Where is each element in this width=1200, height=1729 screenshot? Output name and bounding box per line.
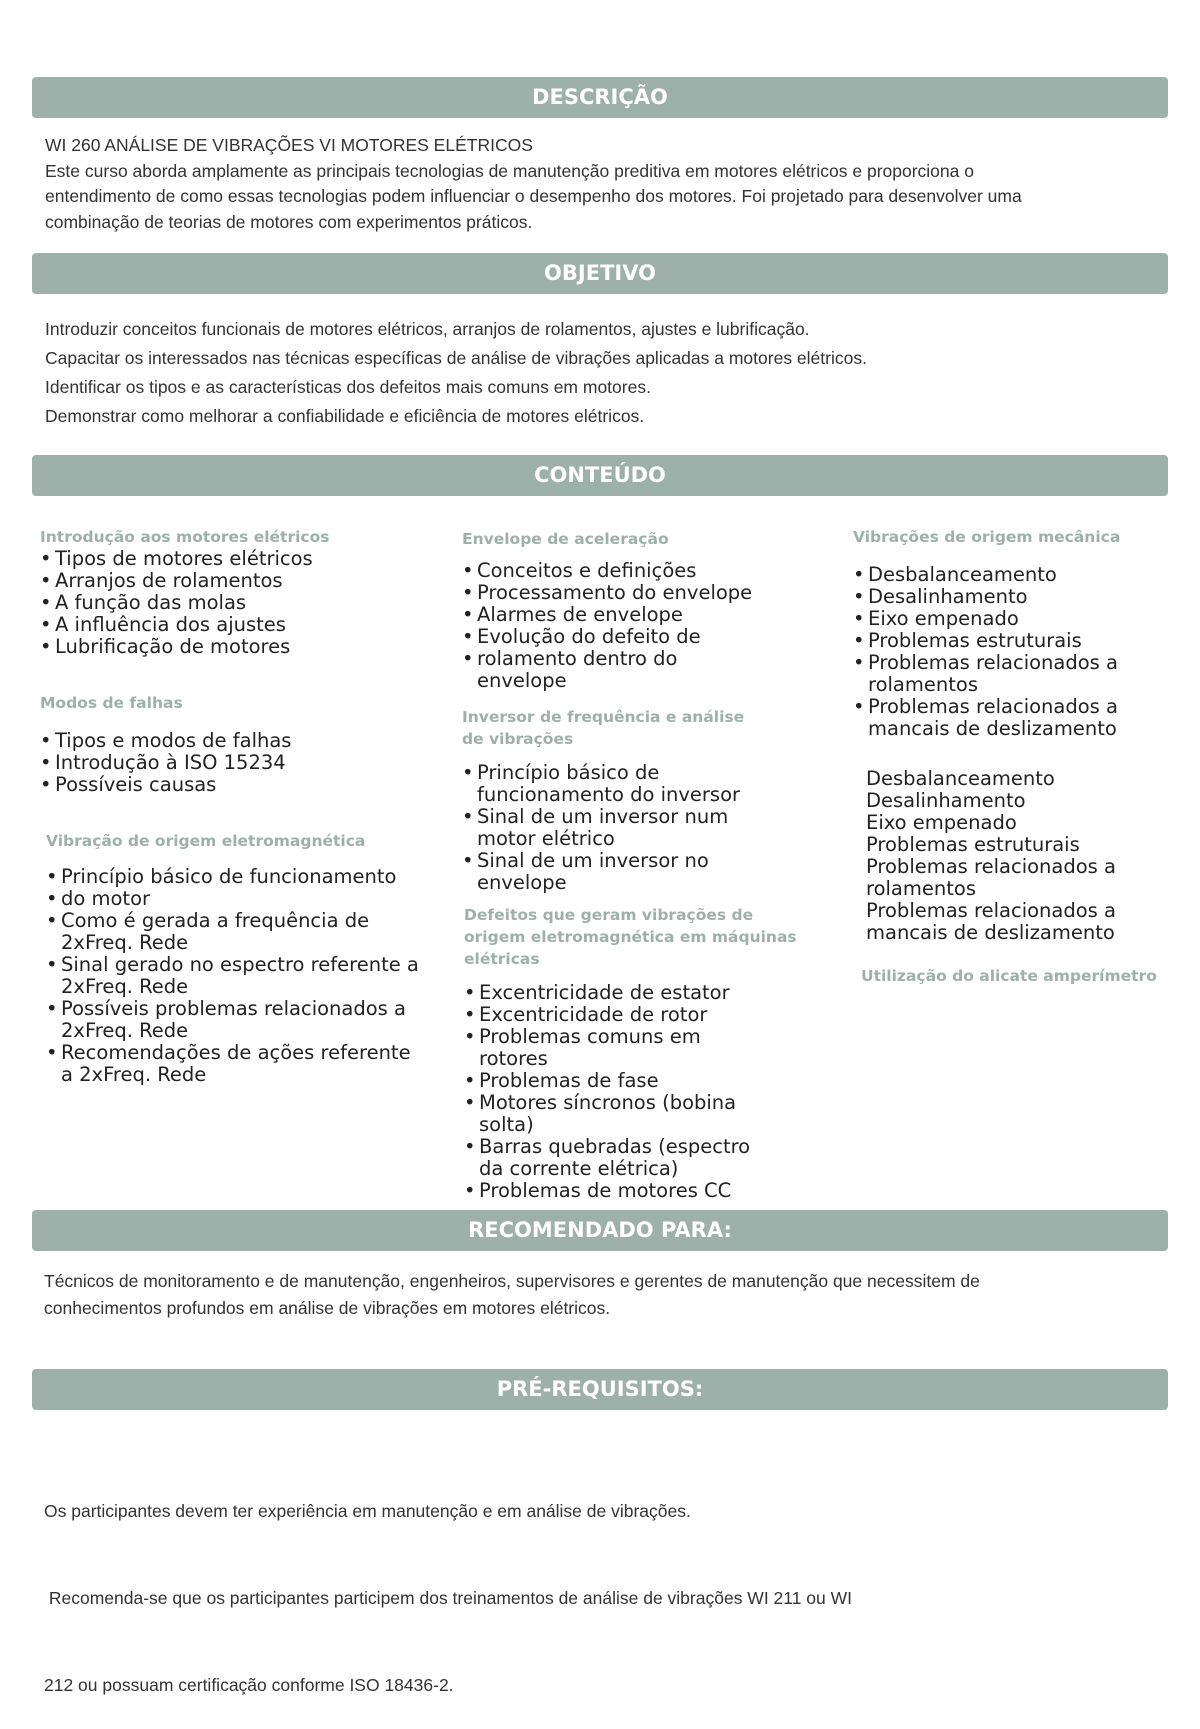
list-item: • Tipos e modos de falhas <box>40 730 420 752</box>
section-heading-prerequisitos: PRÉ-REQUISITOS: <box>32 1369 1168 1410</box>
bullet-list <box>462 762 752 894</box>
list-item: • Como é gerada a frequência de 2xFreq. Rede <box>46 910 421 954</box>
list-item: • do motor <box>46 888 421 910</box>
subsection-title: Modos de falhas <box>40 694 183 712</box>
prerequisitos-line: Os participantes devem ter experiência em manutenção e em análise de vibrações. <box>44 1501 691 1521</box>
list-item: • Possíveis problemas relacionados a 2xFreq. Rede <box>46 998 421 1042</box>
recomendado-line: Técnicos de monitoramento e de manutenção, engenheiros, supervisores e gerentes de manutenção que necessitem de <box>44 1271 980 1291</box>
conteudo-column-3 <box>853 526 1153 740</box>
list-item: • Sinal gerado no espectro referente a 2xFreq. Rede <box>46 954 421 998</box>
plain-line: Desbalanceamento <box>866 767 1055 790</box>
list-item: • Desbalanceamento <box>853 564 1128 586</box>
prerequisitos-body <box>44 1439 1154 1729</box>
subsection-title: Defeitos que geram vibrações de origem eletromagnética em máquinas elétricas <box>464 906 797 968</box>
section-heading-recomendado: RECOMENDADO PARA: <box>32 1210 1168 1251</box>
conteudo-column-1-eletromagnetica <box>46 830 421 1086</box>
list-item: • Sinal de um inversor no envelope <box>462 850 752 894</box>
descricao-line: Este curso aborda amplamente as principais tecnologias de manutenção preditiva em motores elétricos e proporciona o <box>45 160 974 181</box>
objetivo-list <box>45 315 1155 431</box>
subsection-title: Vibrações de origem mecânica <box>853 528 1121 546</box>
plain-line: Eixo empenado <box>866 811 1017 834</box>
plain-line: Problemas relacionados a <box>866 899 1116 922</box>
list-item: • Lubrificação de motores <box>40 636 420 658</box>
section-heading-descricao: DESCRIÇÃO <box>32 77 1168 118</box>
section-heading-objetivo: OBJETIVO <box>32 253 1168 294</box>
bullet-list <box>40 730 420 796</box>
recomendado-line: conhecimentos profundos em análise de vibrações em motores elétricos. <box>44 1298 611 1318</box>
descricao-line: combinação de teorias de motores com experimentos práticos. <box>45 211 533 232</box>
list-item: • Processamento do envelope <box>462 582 762 604</box>
descricao-line: entendimento de como essas tecnologias podem influenciar o desempenho dos motores. Foi projetado para desenvolver uma <box>45 186 1022 206</box>
plain-line: Problemas estruturais <box>866 833 1080 856</box>
list-item: • Possíveis causas <box>40 774 420 796</box>
plain-line: mancais de deslizamento <box>866 921 1115 944</box>
course-title: WI 260 ANÁLISE DE VIBRAÇÕES VI MOTORES ELÉTRICOS <box>45 135 533 155</box>
bullet-list <box>853 564 1128 740</box>
plain-line: Problemas relacionados a <box>866 855 1116 878</box>
conteudo-column-1-modos <box>40 692 420 796</box>
objetivo-item: Identificar os tipos e as características dos defeitos mais comuns em motores. <box>45 377 651 397</box>
subsection-title: Vibração de origem eletromagnética <box>46 832 366 850</box>
recomendado-body <box>44 1268 1154 1322</box>
list-item: • Problemas de fase <box>464 1070 754 1092</box>
conteudo-column-1 <box>40 526 420 658</box>
list-item: • Barras quebradas (espectro da corrente elétrica) <box>464 1136 754 1180</box>
list-item: • Introdução à ISO 15234 <box>40 752 420 774</box>
conteudo-column-2 <box>462 528 762 692</box>
list-item: • Sinal de um inversor num motor elétrico <box>462 806 752 850</box>
list-item: • Princípio básico de funcionamento <box>46 866 421 888</box>
descricao-body <box>45 133 1155 235</box>
list-item: • Recomendações de ações referente a 2xFreq. Rede <box>46 1042 421 1086</box>
prerequisitos-line: Recomenda-se que os participantes participem dos treinamentos de análise de vibrações WI 211 ou WI <box>44 1588 853 1608</box>
objetivo-item: Capacitar os interessados nas técnicas específicas de análise de vibrações aplicadas a motores elétricos. <box>45 348 867 368</box>
list-item: • Excentricidade de rotor <box>464 1004 754 1026</box>
subsection-title: Utilização do alicate amperímetro <box>861 967 1157 985</box>
bullet-list <box>462 560 762 692</box>
list-item: • A função das molas <box>40 592 420 614</box>
objetivo-item: Introduzir conceitos funcionais de motores elétricos, arranjos de rolamentos, ajustes e lubrificação. <box>45 319 810 339</box>
list-item: • Evolução do defeito de <box>462 626 762 648</box>
list-item: • Alarmes de envelope <box>462 604 762 626</box>
objetivo-item: Demonstrar como melhorar a confiabilidade e eficiência de motores elétricos. <box>45 406 645 426</box>
list-item: • Excentricidade de estator <box>464 982 754 1004</box>
list-item: • Eixo empenado <box>853 608 1128 630</box>
list-item: • Arranjos de rolamentos <box>40 570 420 592</box>
list-item: • Problemas estruturais <box>853 630 1128 652</box>
plain-line: Desalinhamento <box>866 789 1026 812</box>
list-item: • Problemas comuns em rotores <box>464 1026 754 1070</box>
prerequisitos-line: 212 ou possuam certificação conforme ISO 18436-2. <box>44 1675 454 1695</box>
list-item: • Princípio básico de funcionamento do inversor <box>462 762 752 806</box>
plain-line: rolamentos <box>866 877 976 900</box>
subsection-title: Introdução aos motores elétricos <box>40 528 330 546</box>
section-heading-conteudo: CONTEÚDO <box>32 455 1168 496</box>
list-item: • Problemas de motores CC <box>464 1180 754 1202</box>
bullet-list <box>40 548 420 658</box>
list-item: • Motores síncronos (bobina solta) <box>464 1092 754 1136</box>
list-item: • rolamento dentro do envelope <box>462 648 762 692</box>
list-item: • Desalinhamento <box>853 586 1128 608</box>
list-item: • A influência dos ajustes <box>40 614 420 636</box>
bullet-list <box>464 982 754 1202</box>
list-item: • Problemas relacionados a rolamentos <box>853 652 1128 696</box>
subsection-title: Envelope de aceleração <box>462 530 669 548</box>
list-item: • Tipos de motores elétricos <box>40 548 420 570</box>
bullet-list <box>46 866 421 1086</box>
subsection-title: Inversor de frequência e análise de vibrações <box>462 708 745 748</box>
conteudo-column-2-inversor <box>462 706 752 894</box>
list-item: • Conceitos e definições <box>462 560 762 582</box>
conteudo-column-3-plain <box>866 768 1166 944</box>
conteudo-column-2-defeitos <box>464 904 814 1202</box>
list-item: • Problemas relacionados a mancais de deslizamento <box>853 696 1128 740</box>
